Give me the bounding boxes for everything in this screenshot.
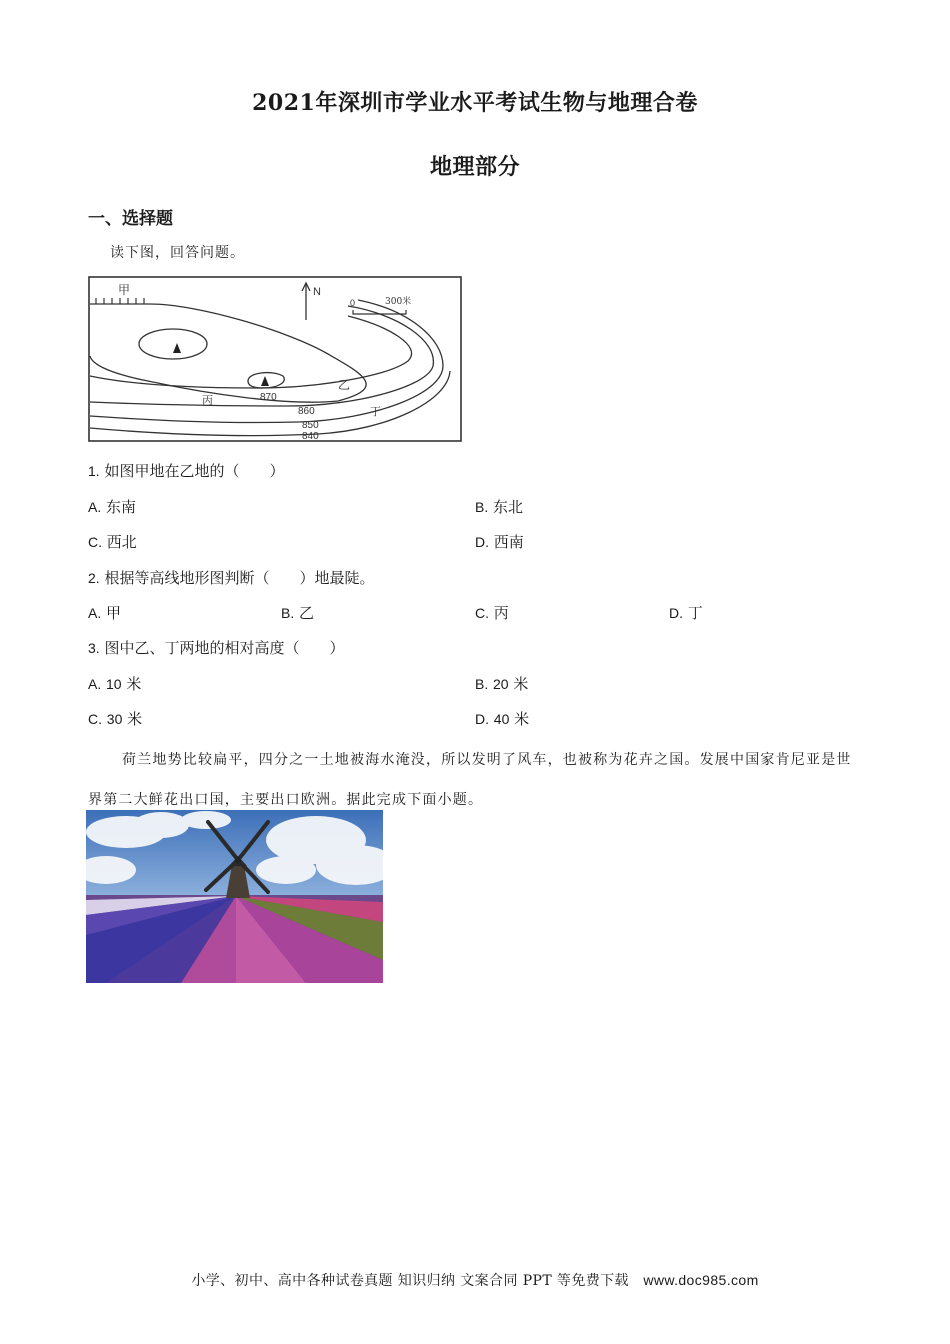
contour-label-850: 850 (302, 420, 319, 431)
q1-option-a: A. 东南 (88, 498, 137, 516)
place-ding: 丁 (370, 405, 381, 418)
contour-label-870: 870 (260, 392, 277, 403)
scale-end: 300米 (385, 297, 412, 307)
q2-option-c: C. 丙 (475, 604, 509, 622)
contour-label-860: 860 (298, 406, 315, 417)
place-bing: 丙 (202, 394, 213, 407)
intro-text: 读下图，回答问题。 (110, 245, 245, 261)
page-footer: 小学、初中、高中各种试卷真题 知识归纳 文案合同 PPT 等免费下载 www.doc985.com (191, 1272, 759, 1289)
q2-option-d: D. 丁 (669, 604, 703, 622)
page-title: 2021年深圳市学业水平考试生物与地理合卷 (252, 90, 698, 116)
page-subtitle: 地理部分 (429, 154, 520, 180)
question-1: 1. 如图甲地在乙地的（ ） (88, 462, 285, 480)
footer-url[interactable]: www.doc985.com (643, 1272, 759, 1288)
q2-option-b: B. 乙 (281, 604, 315, 622)
contour-label-840: 840 (302, 431, 319, 442)
north-label: N (313, 286, 321, 298)
windmill-photo (86, 810, 383, 983)
question-2: 2. 根据等高线地形图判断（ ）地最陡。 (88, 569, 375, 587)
place-jia: 甲 (118, 283, 131, 297)
q1-option-b: B. 东北 (475, 498, 524, 516)
section-heading: 一、选择题 (88, 209, 173, 229)
place-yi: 乙 (338, 378, 351, 392)
reading-passage: 荷兰地势比较扁平，四分之一土地被海水淹没，所以发明了风车，也被称为花卉之国。发展中国家肯尼亚是世界第二大鲜花出口国，主要出口欧洲。据此完成下面小题。 (88, 752, 852, 808)
q2-option-a: A. 甲 (88, 604, 122, 622)
q3-option-b: B. 20 米 (475, 675, 529, 693)
scale-zero: 0 (350, 298, 356, 308)
q1-option-d: D. 西南 (475, 533, 524, 551)
contour-map (88, 276, 462, 442)
q3-option-a: A. 10 米 (88, 675, 142, 693)
q3-option-d: D. 40 米 (475, 710, 530, 728)
q1-option-c: C. 西北 (88, 533, 137, 551)
q3-option-c: C. 30 米 (88, 710, 143, 728)
question-3: 3. 图中乙、丁两地的相对高度（ ） (88, 639, 345, 657)
